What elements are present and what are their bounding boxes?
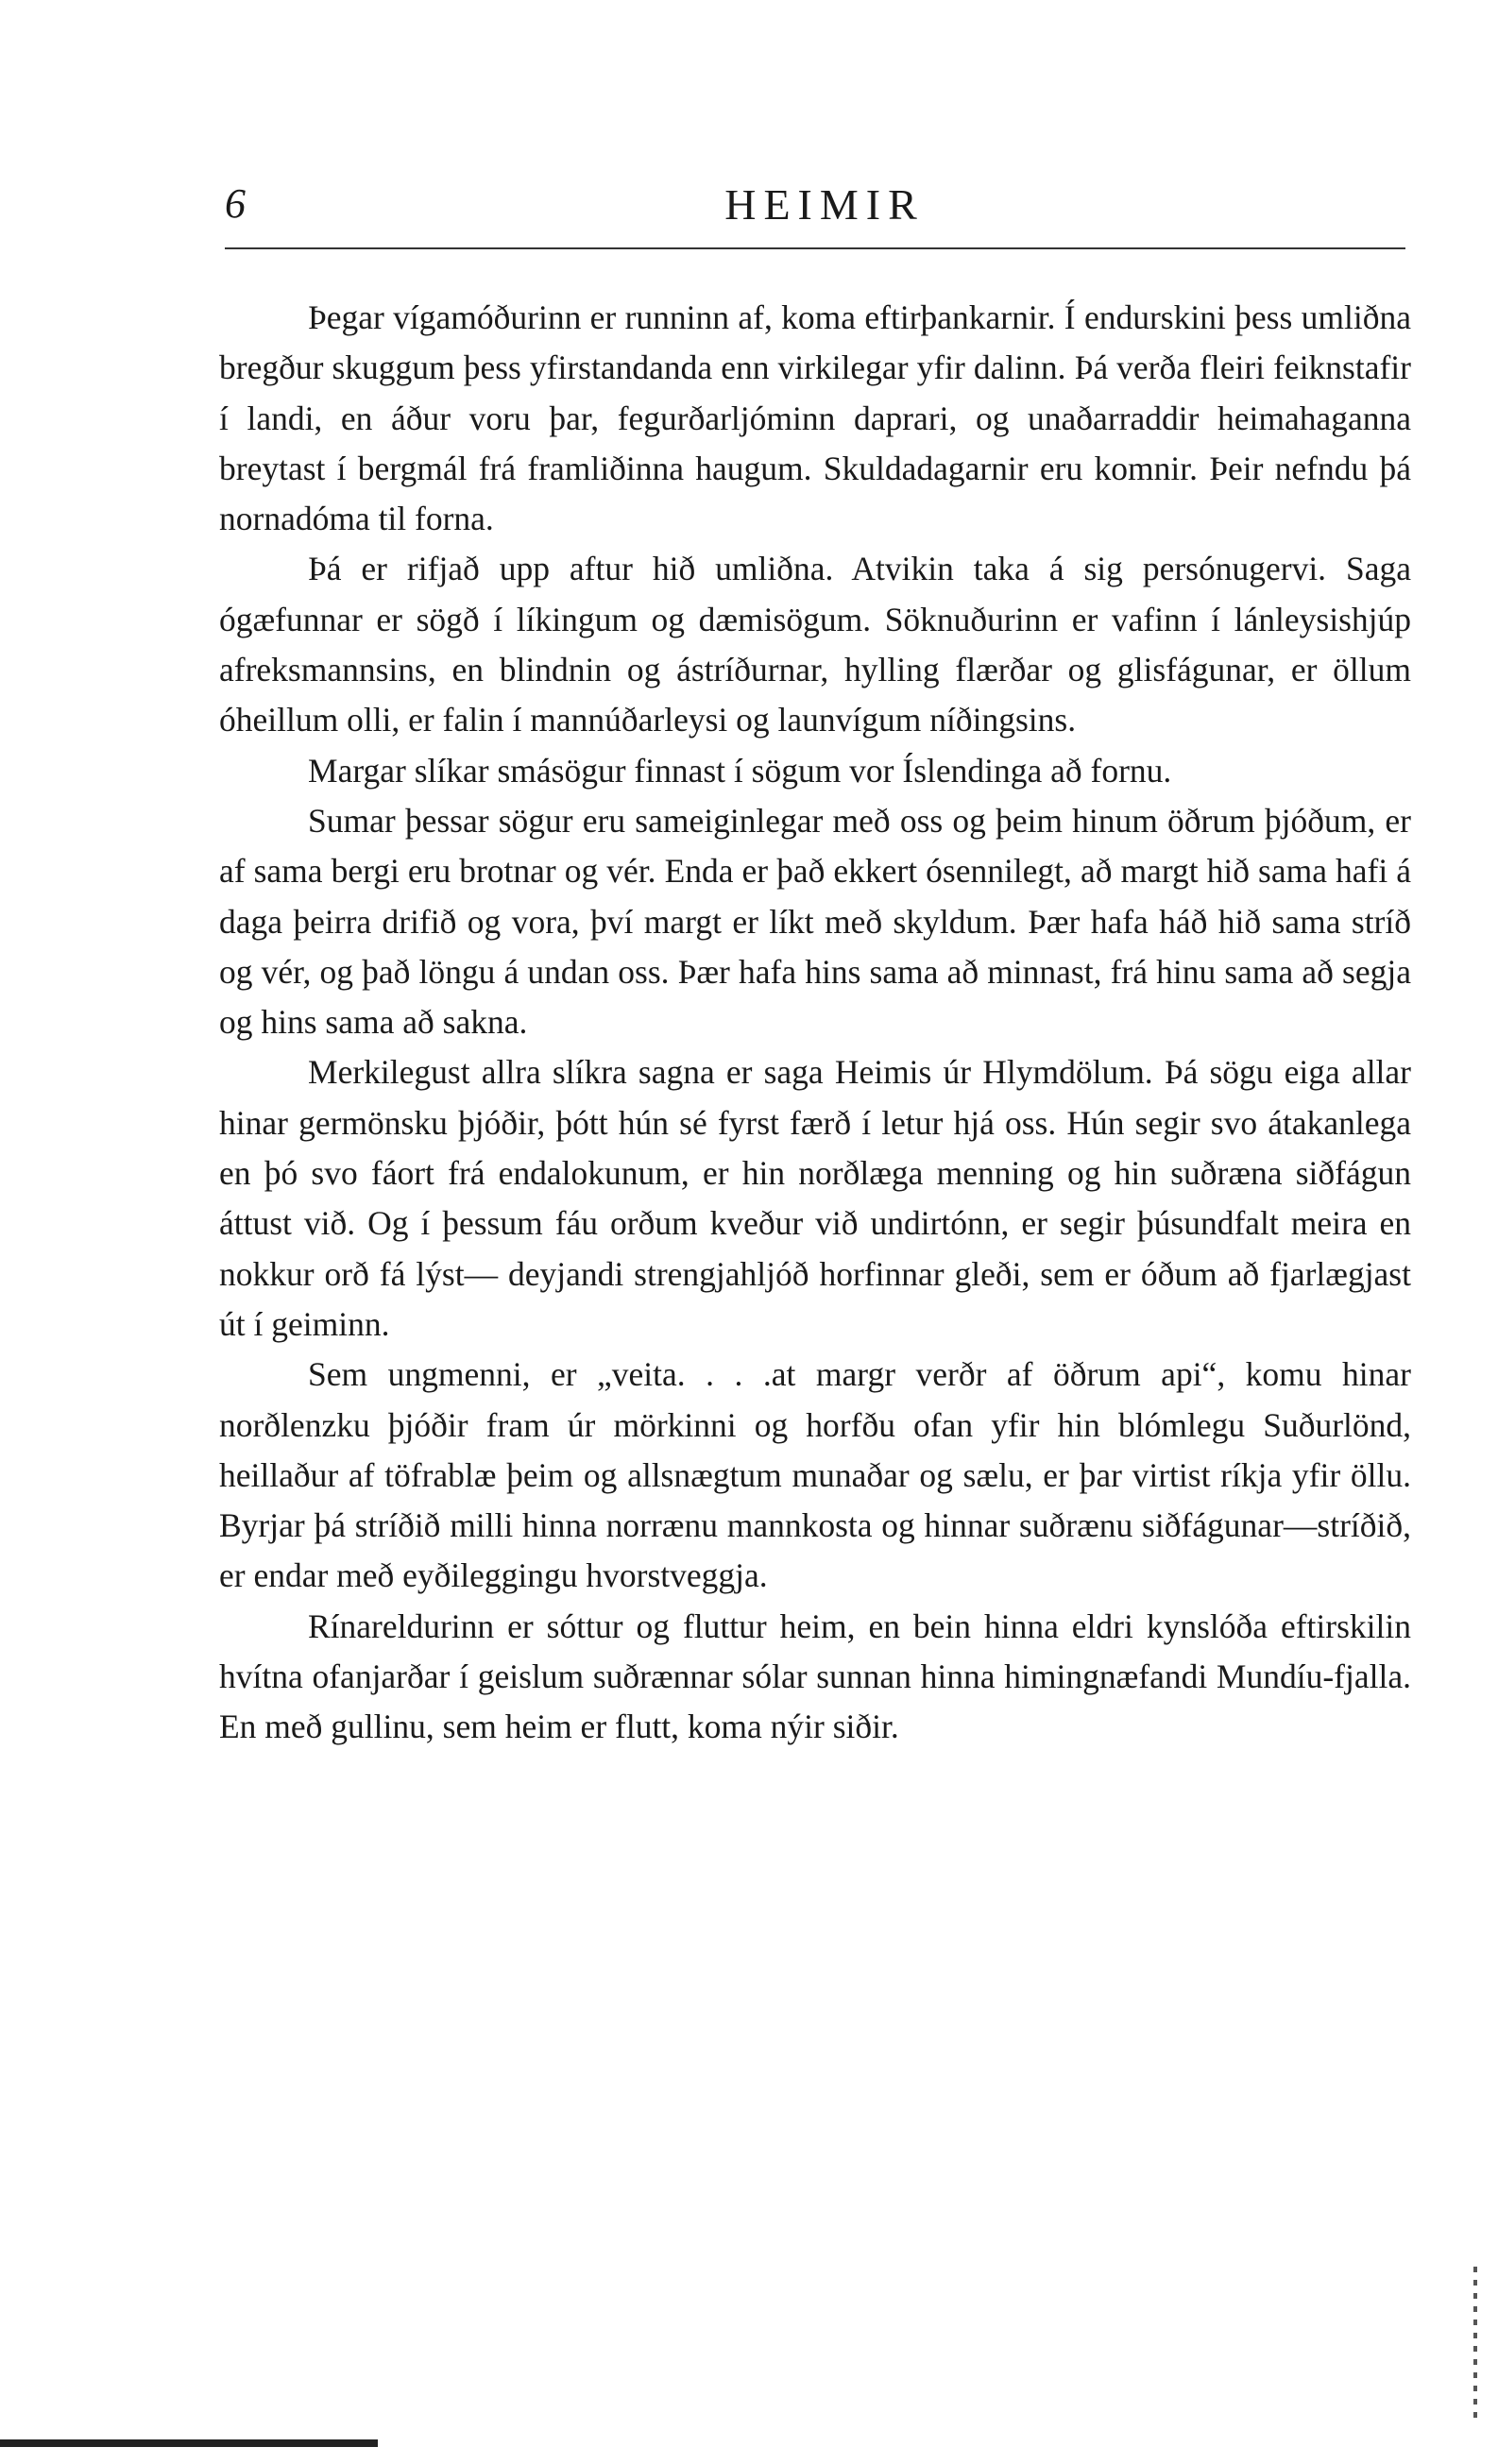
- header-divider: [225, 247, 1405, 249]
- paragraph-3: Margar slíkar smásögur finnast í sögum vor Íslendinga að fornu.: [308, 751, 1172, 790]
- body-text: [219, 293, 1411, 1753]
- paragraph-7: Rínareldurinn er sóttur og fluttur heim, en bein hinna eldri kynslóða eftirskilin hvítna ofanjarðar í geislum suðrænnar sólar sunnan hinna himingnæfandi Mundíu-fjalla. En með gullinu, sem heim er flutt, koma nýir siðir.: [219, 1606, 1411, 1746]
- page-number: 6: [225, 180, 246, 227]
- paragraph-2: Þá er rifjað upp aftur hið umliðna. Atvikin taka á sig persónugervi. Saga ógæfunnar er sögð í líkingum og dæmisögum. Söknuðurinn er vafinn í lánleysishjúp afreksmannsins, en blindnin og ástríðurnar, hylling flærðar og glisfágunar, er öllum óheillum olli, er falin í mannúðarleysi og launvígum níðingsins.: [219, 550, 1411, 739]
- running-title: HEIMIR: [724, 180, 925, 229]
- scan-edge-marks: [1473, 2267, 1477, 2418]
- running-head: [225, 179, 1424, 246]
- paragraph-5: Merkilegust allra slíkra sagna er saga Heimis úr Hlymdölum. Þá sögu eiga allar hinar germönsku þjóðir, þótt hún sé fyrst færð í letur hjá oss. Hún segir svo átakanlega en þó svo fáort frá endalokunum, er hin norðlæga menning og hin suðræna siðfágun áttust við. Og í þessum fáu orðum kveður við undirtónn, er segir þúsundfalt meira en nokkur orð fá lýst— deyjandi strengjahljóð horfinnar gleði, sem er óðum að fjarlægjast út í geiminn.: [219, 1053, 1411, 1343]
- paragraph-6: Sem ungmenni, er „veita. . . .at margr verðr af öðrum api“, komu hinar norðlenzku þjóðir fram úr mörkinni og horfðu ofan yfir hin blómlegu Suðurlönd, heillaður af töfrablæ þeim og allsnægtum munaðar og sælu, er þar virtist ríkja yfir öllu. Byrjar þá stríðið milli hinna norrænu mannkosta og hinnar suðrænu siðfágunar—stríðið, er endar með eyðileggingu hvorstveggja.: [219, 1355, 1411, 1595]
- paragraph-4: Sumar þessar sögur eru sameiginlegar með oss og þeim hinum öðrum þjóðum, er af sama bergi eru brotnar og vér. Enda er það ekkert ósennilegt, að margt hið sama hafi á daga þeirra drifið og vora, því margt er líkt með skyldum. Þær hafa háð hið sama stríð og vér, og það löngu á undan oss. Þær hafa hins sama að minnast, frá hinu sama að segja og hins sama að sakna.: [219, 801, 1411, 1042]
- paragraph-1: Þegar vígamóðurinn er runninn af, koma eftirþankarnir. Í endurskini þess umliðna bregður skuggum þess yfirstandanda enn virkilegar yfir dalinn. Þá verða fleiri feiknstafir í landi, en áður voru þar, fegurðarljóminn daprari, og unaðarraddir heimahaganna breytast í bergmál frá framliðinna haugum. Skuldadagarnir eru komnir. Þeir nefndu þá nornadóma til forna.: [219, 298, 1411, 538]
- scan-edge-shadow: [0, 2439, 378, 2447]
